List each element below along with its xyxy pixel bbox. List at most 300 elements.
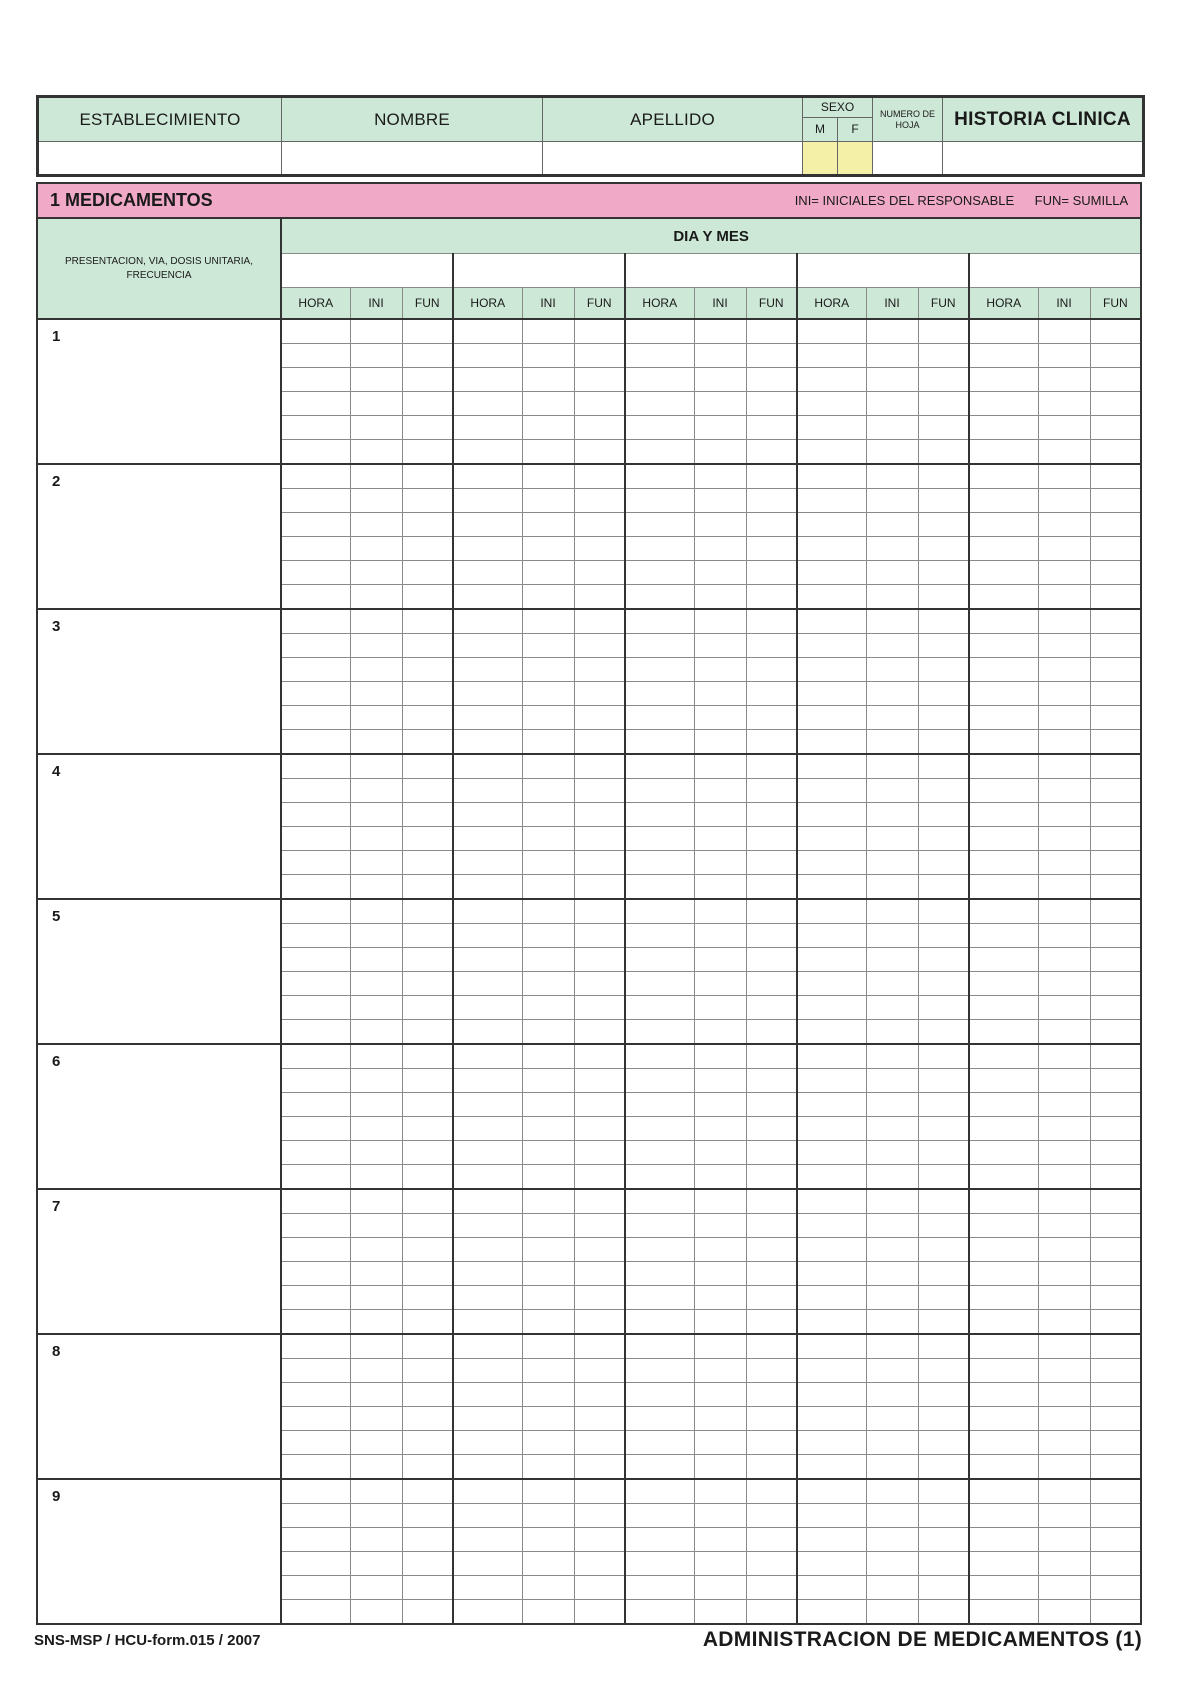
grid-cell-ini[interactable] [1038, 730, 1090, 755]
grid-cell-fun[interactable] [402, 1238, 453, 1262]
grid-cell-hora[interactable] [969, 754, 1038, 779]
grid-cell-hora[interactable] [797, 1600, 866, 1625]
grid-cell-ini[interactable] [350, 1528, 402, 1552]
grid-cell-ini[interactable] [866, 537, 918, 561]
grid-cell-fun[interactable] [918, 827, 969, 851]
grid-cell-ini[interactable] [522, 1310, 574, 1335]
grid-cell-ini[interactable] [522, 1528, 574, 1552]
grid-cell-hora[interactable] [281, 1238, 350, 1262]
grid-cell-hora[interactable] [625, 319, 694, 344]
grid-cell-fun[interactable] [574, 996, 625, 1020]
grid-cell-ini[interactable] [522, 537, 574, 561]
grid-cell-hora[interactable] [625, 344, 694, 368]
grid-cell-fun[interactable] [402, 851, 453, 875]
grid-cell-ini[interactable] [866, 1117, 918, 1141]
grid-cell-ini[interactable] [522, 803, 574, 827]
grid-cell-hora[interactable] [969, 827, 1038, 851]
grid-cell-fun[interactable] [1090, 972, 1141, 996]
grid-cell-ini[interactable] [350, 440, 402, 465]
grid-cell-hora[interactable] [453, 730, 522, 755]
grid-cell-fun[interactable] [402, 513, 453, 537]
grid-cell-hora[interactable] [625, 851, 694, 875]
grid-cell-ini[interactable] [1038, 1600, 1090, 1625]
grid-cell-ini[interactable] [694, 1552, 746, 1576]
grid-cell-hora[interactable] [625, 1286, 694, 1310]
grid-cell-fun[interactable] [918, 585, 969, 610]
sexo-f-field[interactable] [838, 142, 873, 176]
grid-cell-fun[interactable] [402, 1286, 453, 1310]
grid-cell-fun[interactable] [746, 392, 797, 416]
grid-cell-fun[interactable] [918, 561, 969, 585]
grid-cell-fun[interactable] [574, 754, 625, 779]
grid-cell-ini[interactable] [1038, 634, 1090, 658]
grid-cell-ini[interactable] [522, 368, 574, 392]
grid-cell-fun[interactable] [1090, 1262, 1141, 1286]
grid-cell-hora[interactable] [797, 1214, 866, 1238]
grid-cell-ini[interactable] [694, 1359, 746, 1383]
grid-cell-hora[interactable] [797, 634, 866, 658]
grid-cell-ini[interactable] [522, 1214, 574, 1238]
grid-cell-hora[interactable] [453, 827, 522, 851]
grid-cell-hora[interactable] [453, 416, 522, 440]
grid-cell-hora[interactable] [453, 634, 522, 658]
grid-cell-fun[interactable] [746, 682, 797, 706]
grid-cell-ini[interactable] [1038, 1214, 1090, 1238]
grid-cell-fun[interactable] [1090, 803, 1141, 827]
grid-cell-fun[interactable] [918, 1117, 969, 1141]
grid-cell-ini[interactable] [694, 827, 746, 851]
grid-cell-ini[interactable] [350, 875, 402, 900]
grid-cell-fun[interactable] [402, 1310, 453, 1335]
grid-cell-fun[interactable] [574, 658, 625, 682]
grid-cell-hora[interactable] [969, 1093, 1038, 1117]
grid-cell-fun[interactable] [574, 440, 625, 465]
grid-cell-hora[interactable] [453, 948, 522, 972]
medication-entry[interactable]: 6 [37, 1044, 281, 1189]
grid-cell-fun[interactable] [574, 634, 625, 658]
grid-cell-hora[interactable] [281, 1600, 350, 1625]
grid-cell-fun[interactable] [402, 924, 453, 948]
grid-cell-hora[interactable] [797, 851, 866, 875]
grid-cell-ini[interactable] [694, 1093, 746, 1117]
grid-cell-hora[interactable] [281, 1214, 350, 1238]
grid-cell-ini[interactable] [866, 682, 918, 706]
grid-cell-ini[interactable] [866, 1310, 918, 1335]
grid-cell-hora[interactable] [625, 513, 694, 537]
grid-cell-hora[interactable] [625, 1504, 694, 1528]
grid-cell-fun[interactable] [746, 1189, 797, 1214]
grid-cell-fun[interactable] [746, 1576, 797, 1600]
grid-cell-ini[interactable] [350, 537, 402, 561]
grid-cell-ini[interactable] [1038, 1455, 1090, 1480]
grid-cell-ini[interactable] [522, 319, 574, 344]
medication-entry[interactable]: 8 [37, 1334, 281, 1479]
grid-cell-ini[interactable] [1038, 513, 1090, 537]
grid-cell-fun[interactable] [402, 803, 453, 827]
grid-cell-ini[interactable] [1038, 875, 1090, 900]
grid-cell-ini[interactable] [350, 1286, 402, 1310]
grid-cell-hora[interactable] [453, 1117, 522, 1141]
grid-cell-fun[interactable] [574, 972, 625, 996]
grid-cell-ini[interactable] [694, 1600, 746, 1625]
grid-cell-fun[interactable] [1090, 1286, 1141, 1310]
grid-cell-ini[interactable] [694, 585, 746, 610]
grid-cell-ini[interactable] [522, 948, 574, 972]
grid-cell-hora[interactable] [281, 489, 350, 513]
grid-cell-ini[interactable] [522, 682, 574, 706]
grid-cell-ini[interactable] [350, 682, 402, 706]
grid-cell-fun[interactable] [746, 1069, 797, 1093]
establecimiento-field[interactable] [38, 142, 282, 176]
grid-cell-ini[interactable] [866, 1334, 918, 1359]
grid-cell-hora[interactable] [797, 513, 866, 537]
grid-cell-ini[interactable] [866, 658, 918, 682]
grid-cell-ini[interactable] [866, 1455, 918, 1480]
grid-cell-fun[interactable] [1090, 924, 1141, 948]
grid-cell-ini[interactable] [350, 658, 402, 682]
grid-cell-ini[interactable] [866, 875, 918, 900]
grid-cell-ini[interactable] [866, 1600, 918, 1625]
grid-cell-hora[interactable] [969, 319, 1038, 344]
grid-cell-hora[interactable] [797, 585, 866, 610]
grid-cell-ini[interactable] [350, 1479, 402, 1504]
grid-cell-ini[interactable] [1038, 996, 1090, 1020]
grid-cell-fun[interactable] [1090, 682, 1141, 706]
grid-cell-fun[interactable] [918, 899, 969, 924]
grid-cell-hora[interactable] [969, 1528, 1038, 1552]
grid-cell-ini[interactable] [350, 1238, 402, 1262]
grid-cell-fun[interactable] [402, 561, 453, 585]
grid-cell-fun[interactable] [918, 948, 969, 972]
grid-cell-fun[interactable] [574, 1359, 625, 1383]
grid-cell-fun[interactable] [402, 1069, 453, 1093]
grid-cell-hora[interactable] [453, 924, 522, 948]
grid-cell-hora[interactable] [453, 464, 522, 489]
grid-cell-ini[interactable] [350, 1214, 402, 1238]
grid-cell-hora[interactable] [281, 924, 350, 948]
grid-cell-fun[interactable] [402, 1141, 453, 1165]
grid-cell-ini[interactable] [866, 1383, 918, 1407]
grid-cell-ini[interactable] [522, 392, 574, 416]
grid-cell-fun[interactable] [402, 1479, 453, 1504]
grid-cell-hora[interactable] [797, 706, 866, 730]
grid-cell-ini[interactable] [1038, 1334, 1090, 1359]
grid-cell-hora[interactable] [625, 464, 694, 489]
grid-cell-ini[interactable] [694, 392, 746, 416]
grid-cell-fun[interactable] [746, 1044, 797, 1069]
grid-cell-hora[interactable] [969, 1504, 1038, 1528]
grid-cell-fun[interactable] [574, 899, 625, 924]
grid-cell-fun[interactable] [402, 609, 453, 634]
grid-cell-ini[interactable] [1038, 1117, 1090, 1141]
grid-cell-fun[interactable] [746, 1359, 797, 1383]
grid-cell-fun[interactable] [1090, 875, 1141, 900]
grid-cell-hora[interactable] [625, 609, 694, 634]
grid-cell-hora[interactable] [281, 416, 350, 440]
grid-cell-hora[interactable] [625, 1407, 694, 1431]
grid-cell-fun[interactable] [402, 1189, 453, 1214]
medication-entry[interactable]: 1 [37, 319, 281, 464]
grid-cell-hora[interactable] [797, 1189, 866, 1214]
grid-cell-fun[interactable] [1090, 1044, 1141, 1069]
grid-cell-ini[interactable] [866, 972, 918, 996]
grid-cell-fun[interactable] [1090, 1141, 1141, 1165]
grid-cell-hora[interactable] [797, 827, 866, 851]
grid-cell-hora[interactable] [453, 1431, 522, 1455]
grid-cell-fun[interactable] [918, 1479, 969, 1504]
grid-cell-ini[interactable] [694, 1310, 746, 1335]
grid-cell-fun[interactable] [918, 1262, 969, 1286]
grid-cell-hora[interactable] [797, 1479, 866, 1504]
grid-cell-hora[interactable] [797, 658, 866, 682]
grid-cell-ini[interactable] [866, 1359, 918, 1383]
grid-cell-hora[interactable] [797, 1238, 866, 1262]
grid-cell-fun[interactable] [1090, 779, 1141, 803]
grid-cell-hora[interactable] [281, 972, 350, 996]
day-date-field[interactable] [797, 254, 969, 288]
grid-cell-hora[interactable] [625, 1576, 694, 1600]
grid-cell-fun[interactable] [1090, 561, 1141, 585]
grid-cell-hora[interactable] [625, 1552, 694, 1576]
grid-cell-ini[interactable] [350, 924, 402, 948]
grid-cell-hora[interactable] [281, 682, 350, 706]
grid-cell-ini[interactable] [522, 440, 574, 465]
grid-cell-fun[interactable] [1090, 827, 1141, 851]
grid-cell-ini[interactable] [694, 1576, 746, 1600]
grid-cell-hora[interactable] [281, 779, 350, 803]
grid-cell-hora[interactable] [281, 1044, 350, 1069]
grid-cell-fun[interactable] [918, 1020, 969, 1045]
grid-cell-ini[interactable] [350, 319, 402, 344]
grid-cell-ini[interactable] [350, 730, 402, 755]
grid-cell-fun[interactable] [1090, 416, 1141, 440]
grid-cell-hora[interactable] [453, 1359, 522, 1383]
grid-cell-hora[interactable] [625, 561, 694, 585]
grid-cell-ini[interactable] [694, 368, 746, 392]
grid-cell-fun[interactable] [918, 1455, 969, 1480]
grid-cell-fun[interactable] [1090, 1189, 1141, 1214]
grid-cell-hora[interactable] [453, 851, 522, 875]
grid-cell-ini[interactable] [1038, 1165, 1090, 1190]
grid-cell-fun[interactable] [746, 1141, 797, 1165]
grid-cell-ini[interactable] [1038, 464, 1090, 489]
grid-cell-hora[interactable] [969, 368, 1038, 392]
grid-cell-hora[interactable] [453, 996, 522, 1020]
grid-cell-ini[interactable] [350, 948, 402, 972]
grid-cell-hora[interactable] [625, 368, 694, 392]
grid-cell-hora[interactable] [453, 1165, 522, 1190]
grid-cell-fun[interactable] [918, 440, 969, 465]
grid-cell-hora[interactable] [969, 1600, 1038, 1625]
grid-cell-hora[interactable] [453, 972, 522, 996]
grid-cell-ini[interactable] [866, 730, 918, 755]
grid-cell-fun[interactable] [402, 1165, 453, 1190]
grid-cell-ini[interactable] [350, 1407, 402, 1431]
grid-cell-ini[interactable] [866, 489, 918, 513]
grid-cell-hora[interactable] [625, 1214, 694, 1238]
grid-cell-ini[interactable] [866, 779, 918, 803]
grid-cell-fun[interactable] [574, 585, 625, 610]
grid-cell-ini[interactable] [866, 706, 918, 730]
grid-cell-hora[interactable] [969, 1044, 1038, 1069]
grid-cell-fun[interactable] [402, 682, 453, 706]
grid-cell-ini[interactable] [1038, 392, 1090, 416]
grid-cell-hora[interactable] [969, 1020, 1038, 1045]
grid-cell-fun[interactable] [746, 1552, 797, 1576]
grid-cell-fun[interactable] [1090, 851, 1141, 875]
grid-cell-hora[interactable] [797, 899, 866, 924]
grid-cell-ini[interactable] [350, 899, 402, 924]
grid-cell-ini[interactable] [866, 1431, 918, 1455]
grid-cell-ini[interactable] [866, 440, 918, 465]
grid-cell-ini[interactable] [694, 537, 746, 561]
grid-cell-ini[interactable] [350, 803, 402, 827]
grid-cell-fun[interactable] [746, 561, 797, 585]
grid-cell-hora[interactable] [625, 1334, 694, 1359]
grid-cell-hora[interactable] [453, 1069, 522, 1093]
grid-cell-ini[interactable] [694, 803, 746, 827]
grid-cell-hora[interactable] [797, 609, 866, 634]
grid-cell-fun[interactable] [402, 875, 453, 900]
grid-cell-hora[interactable] [969, 416, 1038, 440]
grid-cell-hora[interactable] [969, 924, 1038, 948]
grid-cell-hora[interactable] [453, 513, 522, 537]
grid-cell-ini[interactable] [694, 1141, 746, 1165]
grid-cell-hora[interactable] [625, 779, 694, 803]
grid-cell-fun[interactable] [746, 1479, 797, 1504]
grid-cell-hora[interactable] [797, 464, 866, 489]
grid-cell-ini[interactable] [694, 851, 746, 875]
grid-cell-fun[interactable] [402, 464, 453, 489]
grid-cell-fun[interactable] [1090, 754, 1141, 779]
medication-entry[interactable]: 4 [37, 754, 281, 899]
grid-cell-hora[interactable] [969, 682, 1038, 706]
grid-cell-hora[interactable] [453, 561, 522, 585]
grid-cell-ini[interactable] [350, 513, 402, 537]
grid-cell-fun[interactable] [1090, 392, 1141, 416]
grid-cell-fun[interactable] [746, 1262, 797, 1286]
grid-cell-ini[interactable] [522, 851, 574, 875]
grid-cell-hora[interactable] [797, 1552, 866, 1576]
grid-cell-hora[interactable] [281, 803, 350, 827]
grid-cell-fun[interactable] [1090, 609, 1141, 634]
historia-clinica-field[interactable] [943, 142, 1144, 176]
grid-cell-ini[interactable] [1038, 416, 1090, 440]
grid-cell-hora[interactable] [281, 899, 350, 924]
grid-cell-hora[interactable] [969, 1165, 1038, 1190]
grid-cell-fun[interactable] [746, 489, 797, 513]
grid-cell-hora[interactable] [797, 537, 866, 561]
grid-cell-fun[interactable] [746, 1407, 797, 1431]
grid-cell-fun[interactable] [746, 1383, 797, 1407]
grid-cell-fun[interactable] [574, 537, 625, 561]
grid-cell-ini[interactable] [350, 1576, 402, 1600]
grid-cell-fun[interactable] [402, 1214, 453, 1238]
grid-cell-ini[interactable] [1038, 344, 1090, 368]
grid-cell-hora[interactable] [625, 1528, 694, 1552]
grid-cell-ini[interactable] [694, 1044, 746, 1069]
grid-cell-hora[interactable] [797, 1044, 866, 1069]
grid-cell-ini[interactable] [350, 489, 402, 513]
grid-cell-fun[interactable] [746, 875, 797, 900]
grid-cell-fun[interactable] [746, 1431, 797, 1455]
grid-cell-hora[interactable] [625, 899, 694, 924]
grid-cell-ini[interactable] [866, 1407, 918, 1431]
grid-cell-hora[interactable] [281, 464, 350, 489]
grid-cell-fun[interactable] [746, 827, 797, 851]
grid-cell-fun[interactable] [574, 682, 625, 706]
grid-cell-ini[interactable] [1038, 1286, 1090, 1310]
grid-cell-hora[interactable] [797, 1528, 866, 1552]
grid-cell-hora[interactable] [969, 972, 1038, 996]
grid-cell-hora[interactable] [969, 513, 1038, 537]
grid-cell-hora[interactable] [625, 416, 694, 440]
grid-cell-fun[interactable] [918, 319, 969, 344]
grid-cell-ini[interactable] [350, 1504, 402, 1528]
grid-cell-hora[interactable] [969, 1479, 1038, 1504]
grid-cell-hora[interactable] [969, 1069, 1038, 1093]
grid-cell-fun[interactable] [402, 1407, 453, 1431]
grid-cell-ini[interactable] [1038, 1020, 1090, 1045]
grid-cell-ini[interactable] [1038, 1189, 1090, 1214]
grid-cell-fun[interactable] [746, 1334, 797, 1359]
grid-cell-fun[interactable] [402, 1600, 453, 1625]
grid-cell-fun[interactable] [402, 634, 453, 658]
grid-cell-ini[interactable] [350, 344, 402, 368]
grid-cell-hora[interactable] [453, 585, 522, 610]
grid-cell-fun[interactable] [918, 1093, 969, 1117]
grid-cell-ini[interactable] [522, 585, 574, 610]
grid-cell-ini[interactable] [350, 1020, 402, 1045]
grid-cell-fun[interactable] [746, 972, 797, 996]
grid-cell-ini[interactable] [694, 730, 746, 755]
grid-cell-fun[interactable] [918, 416, 969, 440]
grid-cell-ini[interactable] [866, 899, 918, 924]
grid-cell-hora[interactable] [453, 344, 522, 368]
grid-cell-hora[interactable] [453, 1576, 522, 1600]
grid-cell-fun[interactable] [1090, 1238, 1141, 1262]
grid-cell-hora[interactable] [969, 440, 1038, 465]
grid-cell-hora[interactable] [281, 1262, 350, 1286]
grid-cell-ini[interactable] [350, 851, 402, 875]
grid-cell-fun[interactable] [1090, 1504, 1141, 1528]
grid-cell-fun[interactable] [746, 1455, 797, 1480]
grid-cell-fun[interactable] [746, 319, 797, 344]
grid-cell-ini[interactable] [1038, 706, 1090, 730]
grid-cell-fun[interactable] [918, 1069, 969, 1093]
grid-cell-ini[interactable] [694, 1504, 746, 1528]
grid-cell-fun[interactable] [746, 440, 797, 465]
grid-cell-hora[interactable] [453, 1479, 522, 1504]
grid-cell-hora[interactable] [453, 1455, 522, 1480]
grid-cell-ini[interactable] [694, 779, 746, 803]
grid-cell-ini[interactable] [350, 416, 402, 440]
grid-cell-fun[interactable] [402, 1455, 453, 1480]
grid-cell-fun[interactable] [574, 1431, 625, 1455]
grid-cell-fun[interactable] [746, 754, 797, 779]
grid-cell-fun[interactable] [402, 1528, 453, 1552]
grid-cell-ini[interactable] [350, 1262, 402, 1286]
grid-cell-hora[interactable] [453, 1504, 522, 1528]
grid-cell-ini[interactable] [522, 1431, 574, 1455]
grid-cell-fun[interactable] [918, 1141, 969, 1165]
grid-cell-ini[interactable] [1038, 1552, 1090, 1576]
grid-cell-hora[interactable] [453, 1093, 522, 1117]
grid-cell-hora[interactable] [625, 1141, 694, 1165]
grid-cell-hora[interactable] [969, 706, 1038, 730]
grid-cell-ini[interactable] [694, 344, 746, 368]
grid-cell-hora[interactable] [281, 513, 350, 537]
